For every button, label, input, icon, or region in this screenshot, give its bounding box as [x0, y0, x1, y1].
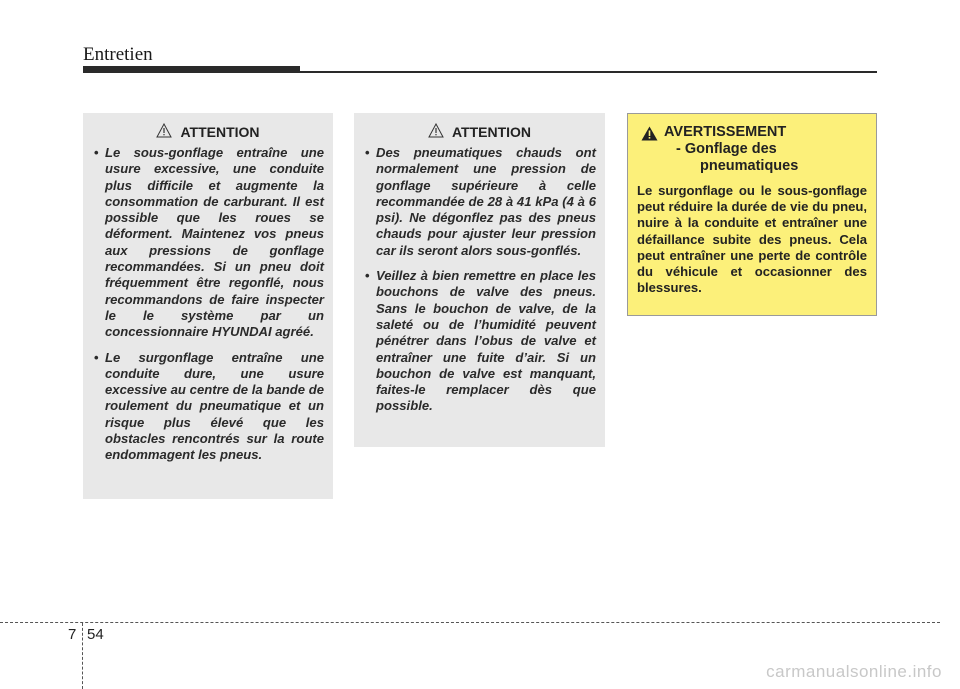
attention-heading-text: ATTENTION — [180, 124, 260, 140]
header-rule-thin — [300, 71, 877, 73]
page-number: 54 — [87, 626, 104, 643]
footer-dashed-divider — [82, 623, 83, 689]
section-title: Entretien — [83, 44, 153, 65]
attention-box-underinflation — [83, 113, 333, 499]
warning-heading — [637, 124, 867, 175]
list-item: • Le surgonflage entraîne une conduite dure, une usure excessive au centre de la bande de roulement du pneumatique et un risque plus élevé que les obstacles rencontrés sur la route endommagent les pneus. — [92, 350, 324, 464]
warning-outline-triangle-icon — [156, 123, 172, 141]
list-item: • Le sous-gonflage entraîne une usure excessive, une conduite plus difficile et augmente la consommation de carburant. Il est possible que les roues se déforment. Maintenez vos pneus aux pressions de gonflage recommandées. Si un pneu doit fréquemment être regonflé, nous recommandons de faire inspecter le le système par un concessionnaire HYUNDAI agréé. — [92, 145, 324, 341]
list-item: • Veillez à bien remettre en place les bouchons de valve des pneus. Sans le bouchon de valve, de la saleté ou de l’humidité peuvent pénétrer dans l’obus de valve et entraîner une fuite d’air. Si un bouchon de valve est manquant, faites-le remplacer dès que possible. — [363, 268, 596, 415]
warning-filled-triangle-icon — [641, 126, 658, 146]
watermark: carmanualsonline.info — [766, 662, 942, 681]
attention-heading — [92, 123, 324, 141]
attention-heading — [363, 123, 596, 141]
header-rule-thick — [83, 66, 300, 73]
attention-box-hot-tires — [354, 113, 605, 447]
warning-box-tire-inflation — [627, 113, 877, 316]
warning-heading-text: AVERTISSEMENT — [664, 124, 787, 140]
footer-dashed-rule — [0, 622, 940, 623]
attention-heading-text: ATTENTION — [451, 124, 532, 140]
attention-list — [363, 145, 596, 415]
chapter-number: 7 — [68, 626, 77, 643]
warning-outline-triangle-icon — [428, 123, 444, 141]
warning-subheading-line2: pneumatiques — [700, 158, 799, 174]
warning-body-text: Le surgonflage ou le sous-gonflage peut réduire la durée de vie du pneu, nuire à la conduite et entraîner une défaillance subite des pneus. Cela peut entraîner une perte de contrôle du véhicule et occasionner des blessures. — [637, 183, 867, 296]
attention-list — [92, 145, 324, 464]
warning-subheading-line1: - Gonflage des — [676, 141, 777, 157]
list-item: • Des pneumatiques chauds ont normalement une pression de gonflage supérieure à celle recommandée de 28 à 41 kPa (4 à 6 psi). Ne dégonflez pas des pneus chauds pour ajuster leur pression car ils seront alors sous-gonflés. — [363, 145, 596, 259]
